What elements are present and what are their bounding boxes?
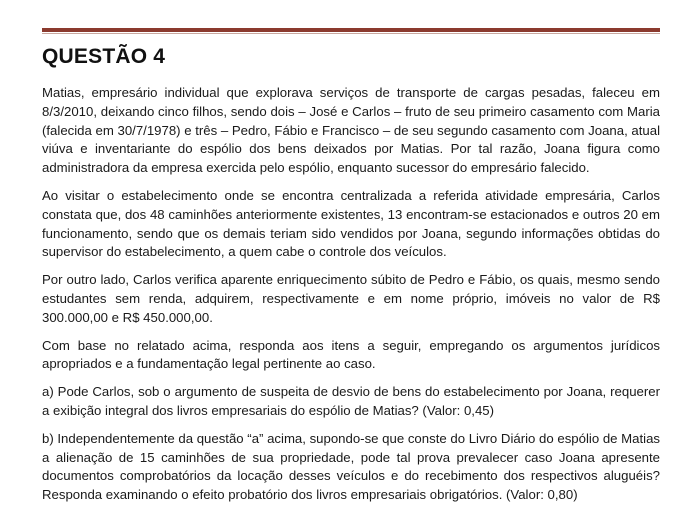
paragraph-enrichment: Por outro lado, Carlos verifica aparente enriquecimento súbito de Pedro e Fábio, os quais, mesmo sendo estudantes sem renda, adquirem, respectivamente e em nome próprio, imóveis no valor de R$ 300.000,00 e R$ 450.000,00. xyxy=(42,272,660,325)
paragraph-establishment-visit: Ao visitar o estabelecimento onde se encontra centralizada a referida atividade empresária, Carlos constata que, dos 48 caminhões anteriormente existentes, 13 encontram-se estacionados e outros 20 em funcionamento, sendo que os demais teriam sido vendidos por Joana, segundo informações obtidas do supervisor do estabelecimento, a quem cabe o controle dos veículos. xyxy=(42,187,660,260)
question-title: QUESTÃO 4 xyxy=(42,45,166,68)
header-rule-shadow xyxy=(42,33,660,34)
paragraph-case-facts: Matias, empresário individual que explorava serviços de transporte de cargas pesadas, faleceu em 8/3/2010, deixando cinco filhos, sendo dois – José e Carlos – fruto de seu primeiro casamento com Maria (falecida em 30/7/1978) e três – Pedro, Fábio e Francisco – de seu segundo casamento com Joana, atual viúva e inventariante do espólio dos bens deixados por Matias. Por tal razão, Joana figura como administradora da empresa exercida pelo espólio, enquanto sucessor do empresário falecido. xyxy=(42,85,660,176)
header-rule xyxy=(42,28,660,32)
paragraph-instructions: Com base no relatado acima, responda aos itens a seguir, empregando os argumentos jurídicos apropriados e a fundamentação legal pertinente ao caso. xyxy=(42,337,660,372)
item-a: a) Pode Carlos, sob o argumento de suspeita de desvio de bens do estabelecimento por Joana, requerer a exibição integral dos livros empresariais do espólio de Matias? (Valor: 0,45) xyxy=(42,384,660,418)
item-b: b) Independentemente da questão “a” acima, supondo-se que conste do Livro Diário do espólio de Matias a alienação de 15 caminhões de sua propriedade, pode tal prova prevalecer caso Joana apresente documentos comprobatórios da locação desses veículos e do recebimento dos respectivos aluguéis? Responda examinando o efeito probatório dos livros empresariais obrigatórios. (Valor: 0,80) xyxy=(42,430,661,503)
question-body xyxy=(42,84,660,514)
